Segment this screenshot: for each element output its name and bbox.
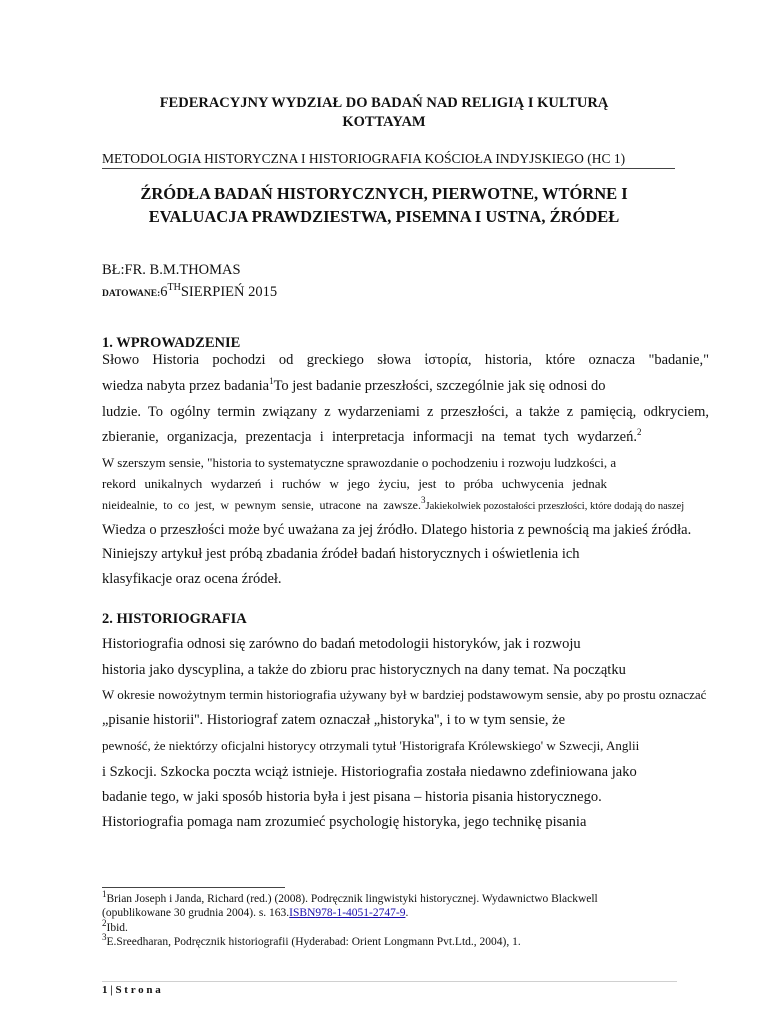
paragraph-line: ludzie. To ogólny termin związany z wydarzeniami z przeszłości, a także z pamięcią, odkryciem, (102, 404, 709, 420)
paragraph-line: Niniejszy artykuł jest próbą zbadania źródeł badań historycznych i oświetlenia ich (102, 546, 580, 562)
paragraph-line: historia jako dyscyplina, a także do zbioru prac historycznych na dany temat. Na początku (102, 662, 626, 678)
paragraph-line: W szerszym sensie, "historia to systematyczne sprawozdanie o pochodzeniu i rozwoju ludzkości, a (102, 455, 617, 470)
paragraph-line: Historiografia odnosi się zarówno do badań metodologii historyków, jak i rozwoju (102, 636, 581, 652)
course-title: METODOLOGIA HISTORYCZNA I HISTORIOGRAFIA KOŚCIOŁA INDYJSKIEGO (HC 1) (102, 151, 675, 169)
paragraph-line: zbieranie, organizacja, prezentacja i interpretacja informacji na temat tych wydarzeń.$^2$ (102, 427, 642, 445)
paragraph-line: wiedza nabyta przez badania$^1$To jest badanie przeszłości, szczególnie jak się odnosi do (102, 376, 606, 394)
institution-name: FEDERACYJNY WYDZIAŁ DO BADAŃ NAD RELIGIĄ I KULTURĄ (159, 95, 609, 111)
footnote-ref[interactable]: 2 (637, 427, 642, 438)
paragraph-line: i Szkocji. Szkocka poczta wciąż istnieje. Historiografia została niedawno zdefiniowana jako (102, 764, 637, 780)
date-line (102, 284, 277, 301)
paragraph-line: W okresie nowożytnym termin historiografia używany był w bardziej podstawowym sensie, aby po prostu oznaczać (102, 687, 707, 702)
institution-city: KOTTAYAM (342, 114, 426, 130)
footnote-1: $^1$Brian Joseph i Janda, Richard (red.) (2008). Podręcznik lingwistyki historycznej. Wydawnictwo Blackwell (102, 889, 598, 905)
document-title-line-2: EVALUACJA PRAWDZIESTWA, PISEMNA I USTNA, ŹRÓDEŁ (148, 207, 620, 226)
paragraph-line: badanie tego, w jaki sposób historia była i jest pisana – historia pisania historycznego. (102, 789, 602, 805)
footnote-divider (102, 887, 285, 888)
paragraph-line: „pisanie historii''. Historiograf zatem oznaczał „historyka'', i to w tym sensie, że (102, 712, 566, 728)
paragraph-line: rekord unikalnych wydarzeń i ruchów w jego życiu, jest to próba uchwycenia jednak (102, 476, 607, 491)
isbn-link[interactable]: ISBN978-1-4051-2747-9 (289, 907, 406, 919)
date-day: 6 (160, 284, 168, 300)
paragraph-line: klasyfikacje oraz ocena źródeł. (102, 571, 282, 587)
page-number: 1 | S t r o n a (102, 984, 161, 996)
paragraph-line: pewność, że niektórzy oficjalni historycy otrzymali tytuł 'Historigrafa Królewskiego' w Szwecji, Anglii (102, 738, 640, 753)
footnote-2: $^2$Ibid. (102, 918, 128, 934)
date-suffix: TH (167, 282, 181, 294)
paragraph-line: nieidealnie, to co jest, w pewnym sensie, utracone na zawsze.$^3$Jakiekolwiek pozostałości przeszłości, które dodają do naszej (102, 495, 685, 512)
footnote-3: $^3$E.Sreedharan, Podręcznik historiografii (Hyderabad: Orient Longmann Pvt.Ltd., 2004), 1. (102, 932, 521, 948)
footnote-ref[interactable]: 1 (269, 376, 274, 387)
paragraph-line: Historiografia pomaga nam zrozumieć psychologię historyka, jego technikę pisania (102, 814, 587, 830)
date-month-year: SIERPIEŃ 2015 (180, 284, 278, 300)
date-label: DATOWANE: (102, 289, 161, 299)
author: BŁ:FR. B.M.THOMAS (102, 262, 241, 278)
footnote-1-continued: (opublikowane 30 grudnia 2004). s. 163.ISBN978-1-4051-2747-9. (102, 907, 409, 919)
paragraph-line: Wiedza o przeszłości może być uważana za jej źródło. Dlatego historia z pewnością ma jakieś źródła. (102, 522, 692, 538)
paragraph-line: Słowo Historia pochodzi od greckiego słowa ἱστορία, historia, które oznacza "badanie," (102, 352, 709, 368)
section-heading-historiography: 2. HISTORIOGRAFIA (102, 611, 247, 627)
footnote-ref[interactable]: 3 (421, 495, 426, 506)
footer-divider (102, 981, 677, 982)
section-heading-introduction: 1. WPROWADZENIE (102, 335, 241, 351)
document-title-line-1: ŹRÓDŁA BADAŃ HISTORYCZNYCH, PIERWOTNE, WTÓRNE I (140, 184, 628, 203)
